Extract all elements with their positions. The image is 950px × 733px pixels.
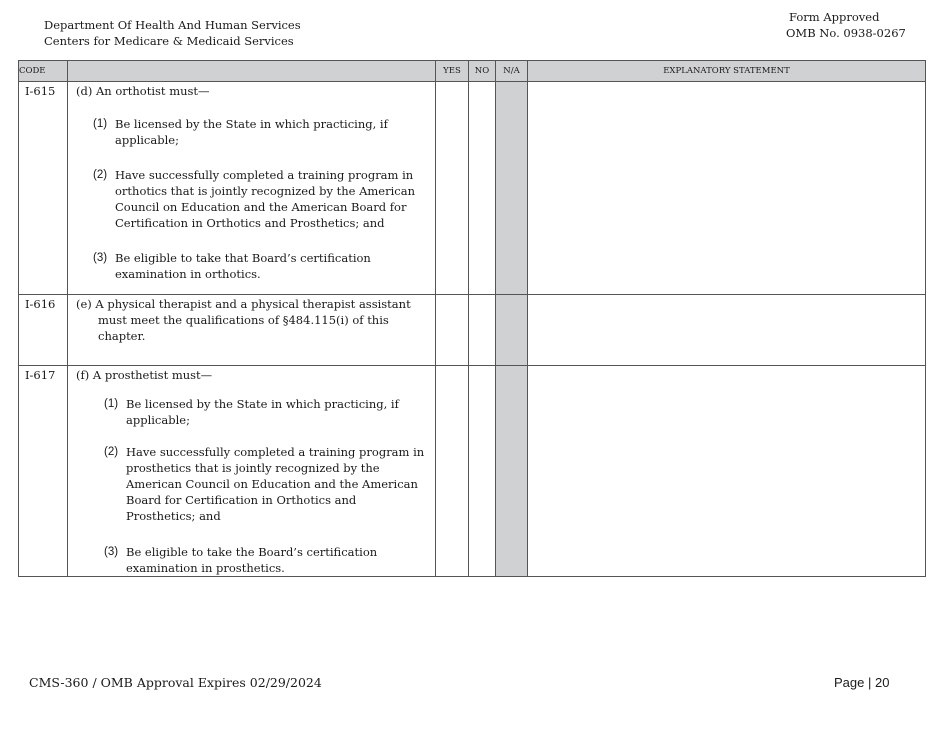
requirement-item xyxy=(104,396,427,428)
requirement-lead: (f) A prosthetist must— xyxy=(76,368,213,382)
item-number: (2) xyxy=(104,446,119,458)
item-text: Have successfully completed a training program in orthotics that is jointly recognized by the American Council on Education and the American Board for Certification in Orthotics and Prosthetics; and xyxy=(115,168,415,230)
no-cell[interactable] xyxy=(469,366,496,577)
table-row xyxy=(19,295,926,366)
requirement-column-header xyxy=(68,61,436,82)
requirement-item xyxy=(104,544,427,576)
na-cell[interactable] xyxy=(496,366,528,577)
row-code: I-617 xyxy=(19,366,68,577)
requirement-lead: (d) An orthotist must— xyxy=(76,84,210,98)
row-code: I-615 xyxy=(19,82,68,295)
no-column-header: NO xyxy=(469,61,496,82)
na-cell[interactable] xyxy=(496,82,528,295)
no-cell[interactable] xyxy=(469,295,496,366)
requirement-text xyxy=(68,366,436,577)
survey-table xyxy=(18,60,926,577)
form-id-footer: CMS-360 / OMB Approval Expires 02/29/2024 xyxy=(29,675,322,690)
na-column-header: N/A xyxy=(496,61,528,82)
item-text: Have successfully completed a training program in prosthetics that is jointly recognized by the American Council on Education and the American Board for Certification in Orthotics and Prosthetics; and xyxy=(126,445,425,523)
table-row xyxy=(19,366,926,577)
requirement-item xyxy=(104,444,427,524)
requirement-lead: (e) A physical therapist and a physical therapist assistant must meet the qualifications of §484.115(i) of this chapter. xyxy=(76,297,411,343)
yes-column-header: YES xyxy=(436,61,469,82)
explanatory-column-header: EXPLANATORY STATEMENT xyxy=(528,61,926,82)
na-cell[interactable] xyxy=(496,295,528,366)
table-row xyxy=(19,82,926,295)
yes-cell[interactable] xyxy=(436,366,469,577)
centers-name: Centers for Medicare & Medicaid Services xyxy=(44,33,294,48)
yes-cell[interactable] xyxy=(436,82,469,295)
yes-cell[interactable] xyxy=(436,295,469,366)
agency-header xyxy=(44,18,301,49)
explanatory-cell[interactable] xyxy=(528,295,926,366)
table-header-row xyxy=(19,61,926,82)
omb-number: OMB No. 0938-0267 xyxy=(786,26,906,40)
item-number: (3) xyxy=(93,252,108,264)
item-number: (1) xyxy=(104,398,119,410)
requirement-item xyxy=(93,116,427,148)
approval-header xyxy=(786,9,906,41)
requirement-text xyxy=(68,82,436,295)
requirement-item xyxy=(93,167,427,231)
item-number: (3) xyxy=(104,546,119,558)
item-number: (1) xyxy=(93,118,108,130)
code-column-header: CODE xyxy=(19,61,68,82)
department-name: Department Of Health And Human Services xyxy=(44,18,301,32)
item-text: Be eligible to take the Board’s certification examination in prosthetics. xyxy=(126,545,378,575)
explanatory-cell[interactable] xyxy=(528,82,926,295)
requirement-text xyxy=(68,295,436,366)
item-text: Be eligible to take that Board’s certification examination in orthotics. xyxy=(115,251,371,281)
form-approved-label: Form Approved xyxy=(789,10,880,24)
row-code: I-616 xyxy=(19,295,68,366)
item-text: Be licensed by the State in which practicing, if applicable; xyxy=(115,117,388,147)
item-number: (2) xyxy=(93,169,108,181)
no-cell[interactable] xyxy=(469,82,496,295)
item-text: Be licensed by the State in which practicing, if applicable; xyxy=(126,397,399,427)
requirement-item xyxy=(93,250,427,282)
page-number: Page | 20 xyxy=(834,675,890,690)
explanatory-cell[interactable] xyxy=(528,366,926,577)
